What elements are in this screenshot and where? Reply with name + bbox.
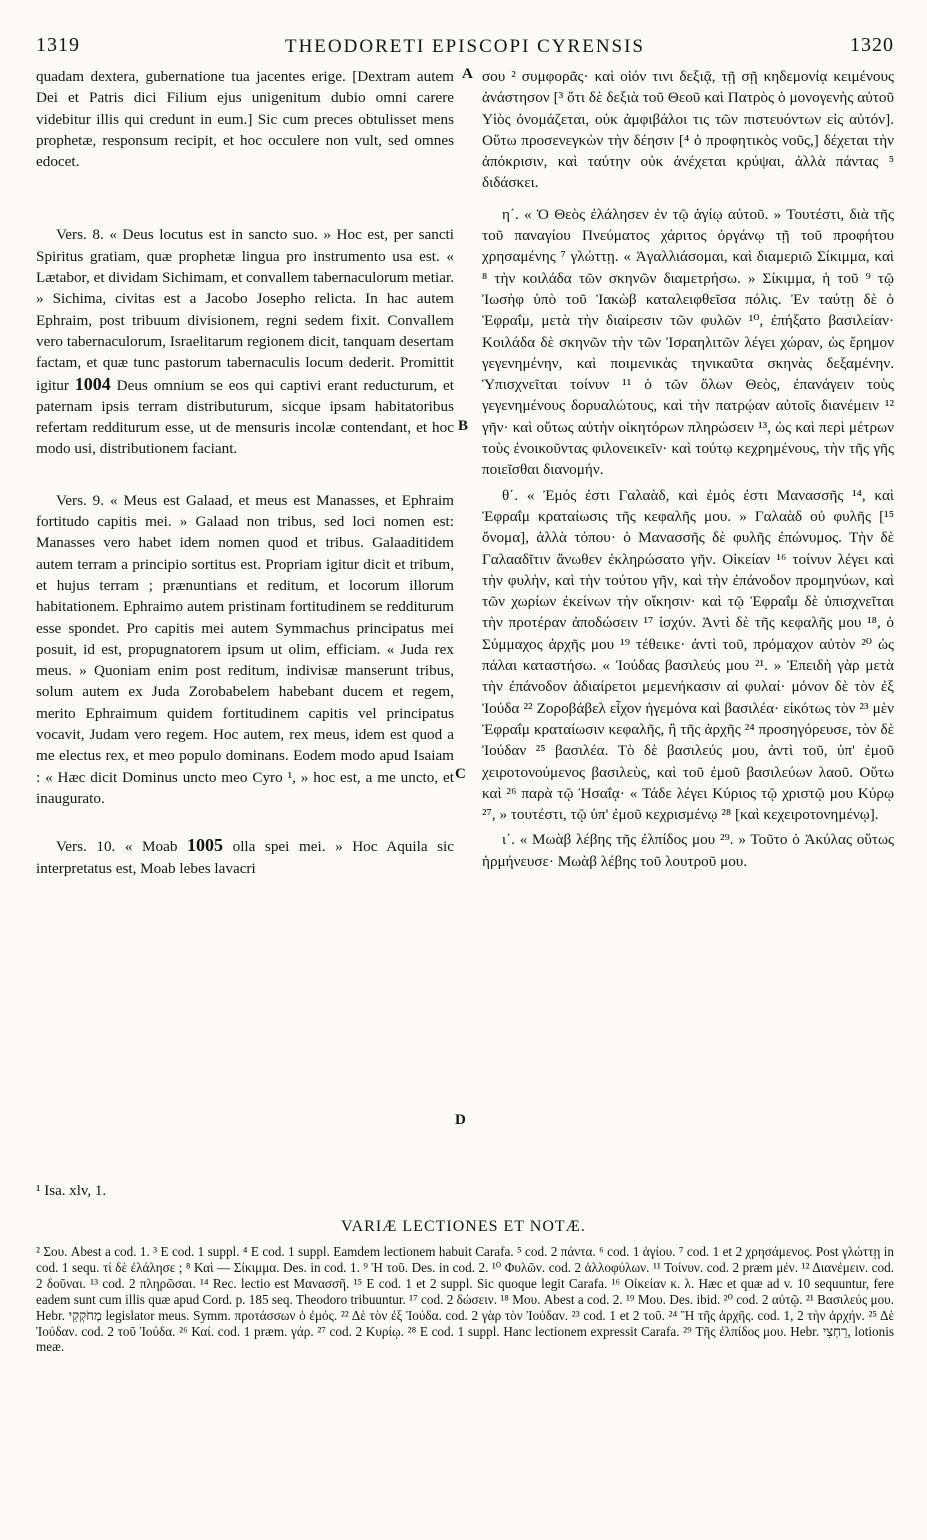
- greek-intro: σου ² συμφορᾶς· καὶ οἱόν τινι δεξιᾷ, τῇ σῇ κηδεμονίᾳ κειμένους ἀνάστησον [³ ὅτι δὲ δεξιὰ τοῦ Θεοῦ καὶ Πατρὸς ὁ μονογενὴς αὐτοῦ Υἱὸς ὀνομάζεται, οὐκ ἀμφιβάλοι τις τῶν πιστευόντων εἰς αὐτόν]. Οὕτω προσενεγκὼν τὴν δέησιν [⁴ ὁ προφητικὸς νοῦς,] δέχεται τὴν ἀπόκρισιν, καὶ ταύτην οὐκ ἀνέχεται κρύψαι, ἀλλὰ πάντας ⁵ διδάσκει.: [482, 68, 894, 192]
- page-number-left: 1319: [36, 34, 80, 56]
- greek-vers-8: η΄. « Ὁ Θεὸς ἐλάλησεν ἐν τῷ ἁγίῳ αὐτοῦ. » Τουτέστι, διὰ τῆς τοῦ παναγίου Πνεύματος χάριτος ὀργάνῳ τῇ τοῦ προφήτου χρησαμένης ⁷ γλώττῃ. « Ἀγαλλιάσομαι, καὶ διαμεριῶ Σίκιμμα, καὶ ⁸ τὴν κοιλάδα τῶν σκηνῶν διαμετρήσω. » Σίκιμμα, ἡ τοῦ ⁹ τῷ Ἰωσὴφ ὑπὸ τοῦ Ἰακὼβ καταλειφθεῖσα πόλις. Ἐν ταύτῃ δὲ ὁ Ἐφραΐμ, μετὰ τὴν διαίρεσιν τῶν φυλῶν ¹⁰, ἐπήξατο βασιλείαν· Κοιλάδα δὲ σκηνῶν τὴν τῶν Ἰσραηλιτῶν λέγει χώραν, ὡς ἔρημον γεγενημένην, καὶ ποιμενικὰς τηνικαῦτα σκηνὰς δεξαμένην. Ὑπισχνεῖται τοίνυν ¹¹ ὁ τῶν ὅλων Θεὸς, ἐπανάγειν τοὺς γεγενημένους δορυαλώτους, καὶ τὴν πατρῴαν αὐτοῖς διανέμειν ¹² γῆν· καὶ οὕτως αὐτὴν οἰκητόρων πληρώσειν ¹³, ὡς καὶ περὶ μέτρων τοὺς ἐνοικοῦντας φιλονεικεῖν· καὶ τούτῳ κεχρημένους, τὴν τῆς γῆς ποιεῖσθαι διανομήν.: [482, 205, 894, 479]
- page-header: [36, 34, 894, 60]
- latin-column: [36, 66, 454, 879]
- latin-vers-10: Vers. 10. « Moab 1005 olla spei mei. » Hoc Aquila sic interpretatus est, Moab lebes lavacri: [36, 835, 454, 877]
- margin-letter-b: B: [458, 418, 469, 434]
- latin-vers-9: Vers. 9. « Meus est Galaad, et meus est Manasses, et Ephraim fortitudo capitis mei. » Galaad non tribus, sed loci nomen est: Manasses vero habet idem nomen quod et tribus. Galaaditidem autem terram a principio sortitus est. Propriam igitur dicit et tribum, et hujus terram ; prænuntians et reditum, et locorum illorum habitationem. Ephraimo autem pristinam fortitudinem se redditurum esse spondet. Pro capitis mei autem Symmachus principatus mei posuit, id est, propugnatorem ipsum ut olim, efficiam. « Juda rex meus. » Quoniam enim post reditum, indivisæ manserunt tribus, solum autem ex Juda Zorobabelem habebant ducem et regem, merito Ephraimum quidem fortitudinem capitis vel principatus vocavit, Judam vero regem. Hoc autem, rex meus, idem est quod a me electus rex, et meo populo dominans. Eodem modo apud Isaiam : « Hæc dicit Dominus uncto meo Cyro ¹, » hoc est, a me uncto, et inaugurato.: [36, 491, 454, 807]
- page-number-right: 1320: [850, 34, 894, 56]
- greek-vers-9: θ΄. « Ἐμός ἐστι Γαλαὰδ, καὶ ἐμός ἐστι Μανασσῆς ¹⁴, καὶ Ἐφραΐμ κραταίωσις τῆς κεφαλῆς μου. » Γαλαὰδ οὐ φυλῆς [¹⁵ ὄνομα], ἀλλὰ τόπου· ὁ Μανασσῆς δὲ φυλῆς ἐπώνυμος. Τὴν δὲ Γαλααδῖτιν ἄνωθεν ἐκληρώσατο γῆν. Οἰκείαν ¹⁶ τοίνυν λέγει καὶ τὴν φυλὴν, καὶ τὴν τούτου γῆν, καὶ τὴν ἐπάνοδον προμηνύων, καὶ τῶν χωρίων ἐκείνων τὴν οἴκησιν· καὶ τῷ Ἐφραΐμ δὲ ὑπισχνεῖται τὴν προτέραν ἀποδώσειν ¹⁷ ἰσχύν. Ἀντὶ δὲ τῆς κεφαλῆς μου ¹⁸, ὁ Σύμμαχος ἀρχῆς μου ¹⁹ τέθεικε· ἀντὶ τοῦ, πρόμαχον αὐτὸν ²⁰ ὡς πάλαι καταστήσω. « Ἰούδας βασιλεύς μου ²¹. » Ἐπειδὴ γὰρ μετὰ τὴν ἐπάνοδον ἀδιαίρετοι μεμενήκασιν αἱ φυλαί· μόνον δὲ τὸν ἐξ Ἰούδα ²² Ζοροβάβελ εἶχον ἡγεμόνα καὶ βασιλέα· εἰκότως τὸν ²³ μὲν Ἐφραΐμ κραταίωσιν κεφαλῆς, ἢ τῆς ἀρχῆς ²⁴ προσηγόρευσε, τὸν δὲ Ἰούδαν ²⁵ βασιλέα. Τὸ δὲ βασιλεύς μου, ἀντὶ τοῦ, ὑπ' ἐμοῦ χειροτονούμενος βασιλεὺς, καὶ τοῦ ἐμοῦ βασιλεύων λαοῦ. Οὕτω καὶ ²⁶ παρὰ τῷ Ἡσαΐᾳ· « Τάδε λέγει Κύριος τῷ χριστῷ μου Κύρῳ ²⁷, » τουτέστι, τῷ ὑπ' ἐμοῦ κεχρισμένῳ ²⁸ [καὶ κεχειροτονημένῳ].: [482, 486, 894, 824]
- variae-lectiones-title: VARIÆ LECTIONES ET NOTÆ.: [341, 1218, 586, 1235]
- running-title: THEODORETI EPISCOPI CYRENSIS: [284, 36, 646, 57]
- margin-letter-c: C: [455, 766, 466, 782]
- margin-letter-a: A: [462, 66, 473, 82]
- footnote: ¹ Isa. xlv, 1.: [36, 1183, 107, 1199]
- latin-intro: quadam dextera, gubernatione tua jacentes erige. [Dextram autem Dei et Patris dici Filium ejus unigenitum dubio omni carere videbitur illis qui credunt in eum.] Sic cum preces obtulisset mens prophetæ, responsum recipit, et hoc occulere non vult, sed omnes edocet.: [36, 68, 454, 171]
- variae-lectiones-notes: [36, 1244, 894, 1355]
- page-marker-1004: 1004: [74, 373, 111, 394]
- page-marker-1005: 1005: [187, 835, 224, 856]
- greek-vers-10: ι΄. « Μωὰβ λέβης τῆς ἐλπίδος μου ²⁹. » Τοῦτο ὁ Ἀκύλας οὕτως ἡρμήνευσε· Μωὰβ λέβης τοῦ λουτροῦ μου.: [482, 831, 894, 870]
- variae-lectiones-text: ² Σου. Abest a cod. 1. ³ E cod. 1 suppl. ⁴ E cod. 1 suppl. Eamdem lectionem habuit Carafa. ⁵ cod. 2 πάντα. ⁶ cod. 1 ἁγίου. ⁷ cod. 1 et 2 χρησάμενος. Post γλώττῃ in cod. 1 sequ. τί δὲ ἐλάλησε ; ⁸ Καὶ — Σίκιμμα. Des. in cod. 1. ⁹ Ἡ τοῦ. Des. in cod. 2. ¹⁰ Φυλῶν. cod. 2 ἀλλοφύλων. ¹¹ Τοίνυν. cod. 2 præm μέν. ¹² Διανέμειν. cod. 2 δοῦναι. ¹³ cod. 2 πληρῶσαι. ¹⁴ Rec. lectio est Μανασσῆ. ¹⁵ E cod. 1 et 2 suppl. Sic quoque legit Carafa. ¹⁶ Οἰκείαν κ. λ. Hæc et quæ ad v. 10 sequuntur, fere eadem sunt cum illis quæ apud Cord. p. 185 seq. Theodoro tribuuntur. ¹⁷ cod. 2 δώσειν. ¹⁸ Μου. Abest a cod. 2. ¹⁹ Μου. Des. ibid. ²⁰ cod. 2 αὐτῷ. ²¹ Βασιλεύς μου. Hebr. מְחֹקְקִי legislator meus. Symm. προτάσσων ὁ ἐμός. ²² Δὲ τὸν ἐξ Ἰούδα. cod. 2 γὰρ τὸν Ἰούδαν. ²³ cod. 1 et 2 τοῦ. ²⁴ Ἢ τῆς ἀρχῆς. cod. 1, 2 τὴν ἀρχήν. ²⁵ Δὲ Ἰούδαν. cod. 2 τοῦ Ἰούδα. ²⁶ Καί. cod. 1 præm. γάρ. ²⁷ cod. 2 Κυρίῳ. ²⁸ E cod. 1 suppl. Hanc lectionem expressit Carafa. ²⁹ Τῆς ἐλπίδος μου. Hebr. רַחְצִי, lotionis meæ.: [36, 1244, 894, 1355]
- margin-letter-d: D: [455, 1112, 466, 1128]
- greek-column: [482, 66, 894, 872]
- latin-vers-8: Vers. 8. « Deus locutus est in sancto suo. » Hoc est, per sancti Spiritus gratiam, quæ prophetæ lingua pro instrumento usa est. « Lætabor, et dividam Sichimam, et convallem tabernaculorum metiar. » Sichima, civitas est a Jacobo Josepho relicta. In hac autem Ephraim, post tribuum divisionem, regni sedem fixit. Convallem vero tabernaculorum, Israelitarum regionem dicit, tanquam desertam factam, et quæ tunc pastorum tabernaculis locum dederit. Promittit igitur 1004 Deus omnium se eos qui captivi erant reducturum, et paternam ipsis terram distributurum, sicque ipsam habitatoribus refertam redditurum esse, ut de mensuris incolæ contendant, et hoc modo usi, distributionem faciant.: [36, 226, 455, 458]
